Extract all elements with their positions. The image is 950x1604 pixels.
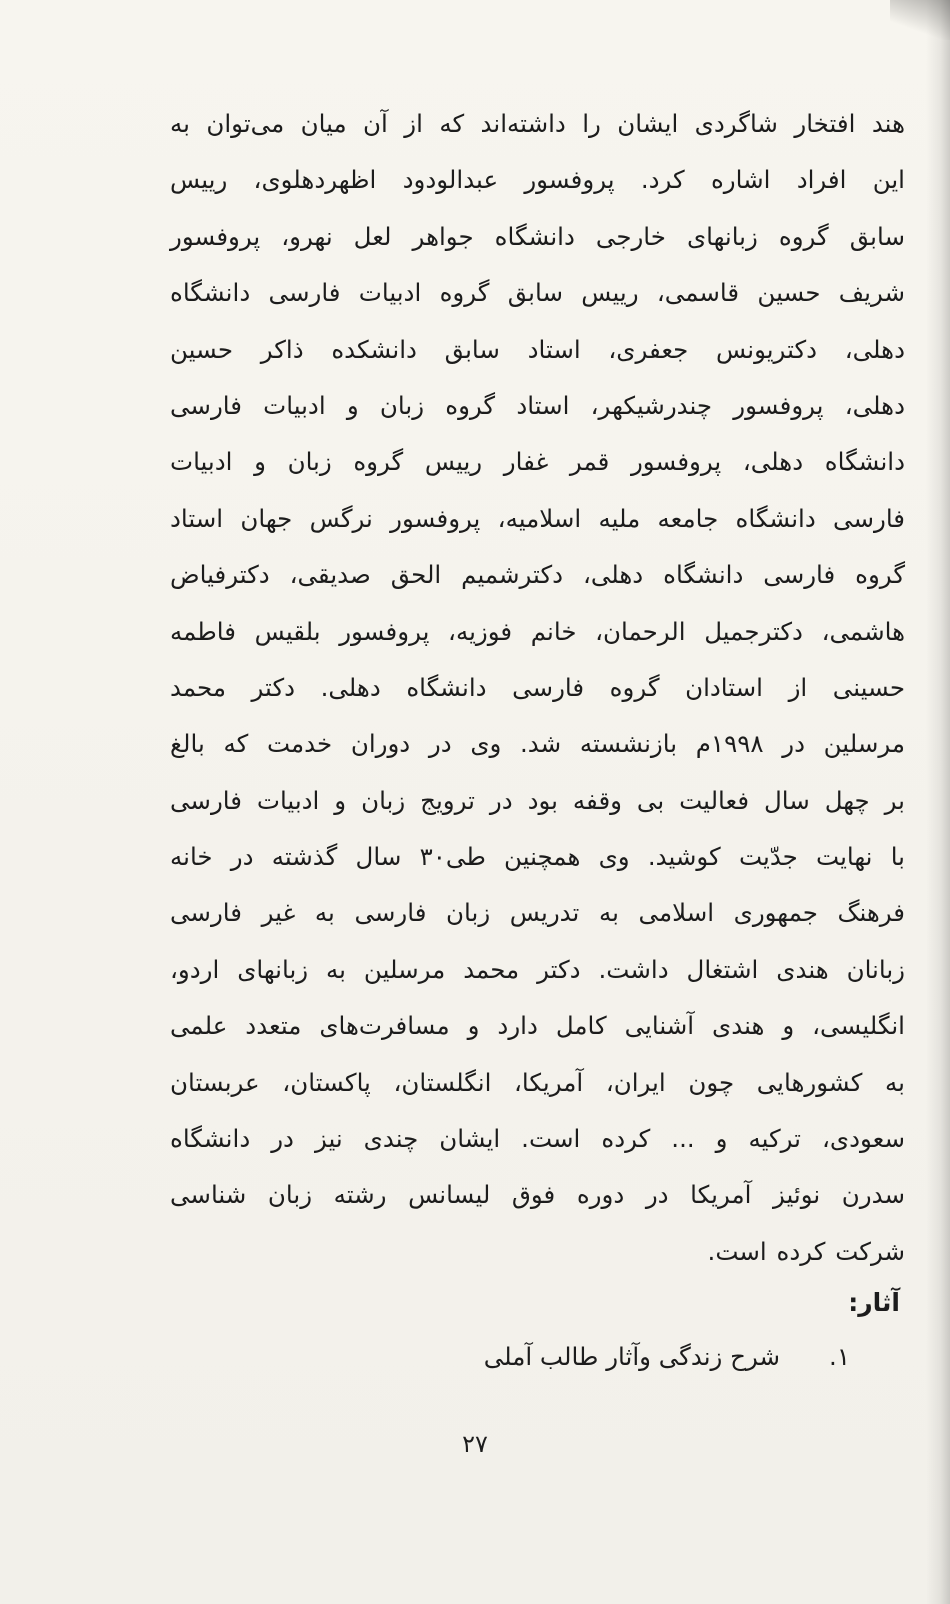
body-line-15: فرهنگ جمهوری اسلامی به تدریس زبان فارسی به غیر فارسی [170, 898, 905, 928]
body-line-20: سدرن نوئیز آمریکا در دوره فوق لیسانس رشته زبان شناسی [170, 1180, 905, 1210]
page-number: ۲۷ [462, 1430, 488, 1458]
body-line-2: این افراد اشاره کرد. پروفسور عبدالودود اظهردهلوی، رییس [170, 165, 905, 195]
body-line-7: دانشگاه دهلی، پروفسور قمر غفار رییس گروه زبان و ادبیات [170, 447, 905, 477]
body-line-14: با نهایت جدّیت کوشید. وی همچنین طی۳۰ سال گذشته در خانه [170, 842, 906, 872]
body-line-19: سعودی، ترکیه و ... کرده است. ایشان چندی نیز در دانشگاه [170, 1124, 905, 1154]
works-item-title: شرح زندگی وآثار طالب آملی [483, 1342, 780, 1371]
works-list [250, 1332, 850, 1382]
body-line-18: به کشورهایی چون ایران، آمریکا، انگلستان، پاکستان، عربستان [170, 1067, 905, 1097]
body-line-11: حسینی از استادان گروه فارسی دانشگاه دهلی. دکتر محمد [170, 672, 905, 702]
body-line-8: فارسی دانشگاه جامعه ملیه اسلامیه، پروفسور نرگس جهان استاد [170, 503, 905, 533]
body-line-6: دهلی، پروفسور چندرشیکهر، استاد گروه زبان و ادبیات فارسی [170, 390, 905, 420]
body-line-16: زبانان هندی اشتغال داشت. دکتر محمد مرسلین به زبانهای اردو، [170, 954, 905, 984]
works-item-number: ۱. [829, 1342, 850, 1371]
page-corner-shadow [890, 0, 950, 40]
works-heading: آثار: [848, 1288, 900, 1317]
body-line-5: دهلی، دکتریونس جعفری، استاد سابق دانشکده ذاکر حسین [170, 334, 905, 364]
body-line-9: گروه فارسی دانشگاه دهلی، دکترشمیم الحق صدیقی، دکترفیاض [170, 560, 905, 590]
body-paragraph [170, 96, 905, 1280]
body-line-12: مرسلین در ۱۹۹۸م بازنشسته شد. وی در دوران خدمت که بالغ [170, 729, 905, 759]
body-line-21: شرکت کرده است. [707, 1236, 905, 1266]
page-edge-shadow [926, 0, 950, 1604]
body-line-4: شریف حسین قاسمی، رییس سابق گروه ادبیات فارسی دانشگاه [170, 278, 905, 308]
body-line-1: هند افتخار شاگردی ایشان را داشته‌اند که از آن میان می‌توان به [170, 109, 905, 138]
body-line-10: هاشمی، دکترجمیل الرحمان، خانم فوزیه، پروفسور بلقیس فاطمه [170, 616, 905, 646]
body-line-13: بر چهل سال فعالیت بی وقفه بود در ترویج زبان و ادبیات فارسی [170, 785, 905, 815]
body-line-3: سابق گروه زبانهای خارجی دانشگاه جواهر لعل نهرو، پروفسور [170, 221, 905, 251]
body-line-17: انگلیسی، و هندی آشنایی کامل دارد و مسافرت‌های متعدد علمی [170, 1011, 905, 1041]
works-list-item [250, 1332, 850, 1382]
